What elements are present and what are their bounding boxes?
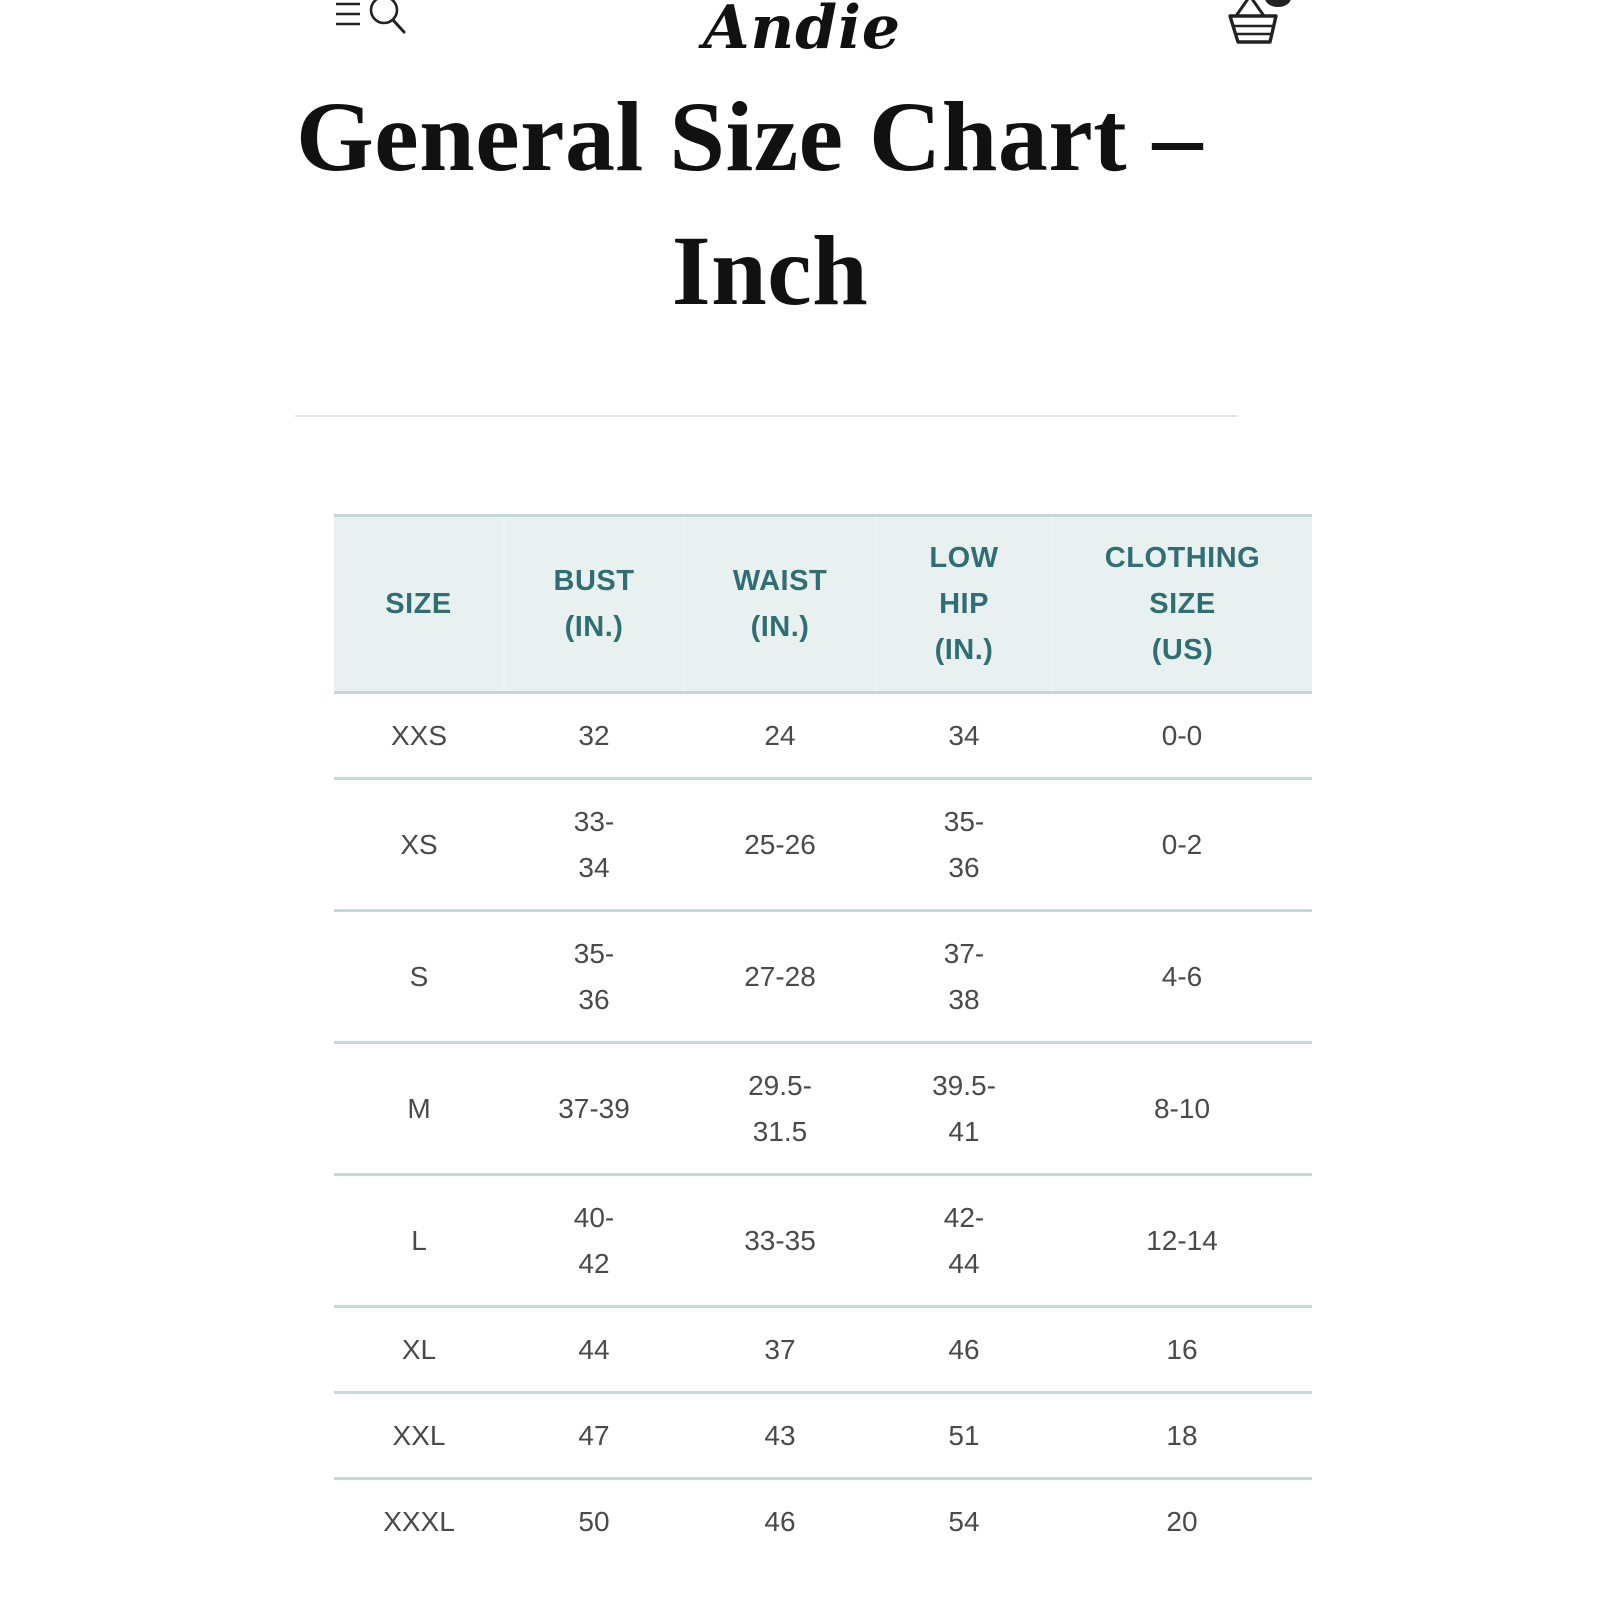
cell-size xyxy=(334,779,504,911)
cell-text: 32 xyxy=(578,719,610,751)
cell-text: 42 xyxy=(578,1247,610,1279)
header-clothing-size xyxy=(1052,516,1312,693)
table-row xyxy=(334,693,1312,779)
table-row xyxy=(334,1307,1312,1393)
cell-text: 35- xyxy=(943,805,985,837)
size-chart-table xyxy=(334,514,1312,1565)
cell-text: L xyxy=(411,1224,427,1256)
cell-waist xyxy=(684,1307,876,1393)
cell-text: 41 xyxy=(948,1115,980,1147)
cell-clothing-size xyxy=(1052,1479,1312,1565)
cell-waist xyxy=(684,1175,876,1307)
cell-clothing-size xyxy=(1052,693,1312,779)
cell-text: 42- xyxy=(943,1201,985,1233)
cell-bust xyxy=(504,911,684,1043)
cell-clothing-size xyxy=(1052,1043,1312,1175)
cell-text: 44 xyxy=(578,1333,610,1365)
header-size xyxy=(334,516,504,693)
table-row xyxy=(334,911,1312,1043)
page-title-line-1: General Size Chart – xyxy=(296,81,1204,192)
cell-text: XS xyxy=(400,828,438,860)
header-bust-line: BUST xyxy=(553,565,635,597)
cell-text: 46 xyxy=(948,1333,980,1365)
cell-low-hip xyxy=(876,1393,1052,1479)
cell-low-hip xyxy=(876,1307,1052,1393)
title-divider xyxy=(295,415,1237,417)
cell-text: 51 xyxy=(948,1419,980,1451)
header-bust-line: (IN.) xyxy=(564,611,624,643)
cell-clothing-size xyxy=(1052,1175,1312,1307)
header-low-hip-line: LOW xyxy=(929,542,999,574)
cell-low-hip xyxy=(876,1479,1052,1565)
cell-text: 29.5- xyxy=(748,1069,812,1101)
header-waist xyxy=(684,516,876,693)
cell-waist xyxy=(684,1043,876,1175)
cell-text: 33-35 xyxy=(744,1224,816,1256)
cell-low-hip xyxy=(876,779,1052,911)
cell-text: 0-2 xyxy=(1161,828,1203,860)
table-row xyxy=(334,779,1312,911)
cell-clothing-size xyxy=(1052,1393,1312,1479)
cell-text: 34 xyxy=(578,851,610,883)
table-row xyxy=(334,1043,1312,1175)
cell-text: 38 xyxy=(948,983,980,1015)
cell-waist xyxy=(684,1479,876,1565)
header-low-hip-line: (IN.) xyxy=(934,634,994,666)
cell-text: 25-26 xyxy=(744,828,816,860)
cell-text: 18 xyxy=(1166,1419,1198,1451)
header-clothing-size-line: CLOTHING xyxy=(1104,542,1261,574)
cell-text: 20 xyxy=(1166,1506,1198,1538)
cell-bust xyxy=(504,779,684,911)
cell-text: 36 xyxy=(948,851,980,883)
cell-low-hip xyxy=(876,1175,1052,1307)
cell-text: 8-10 xyxy=(1153,1092,1211,1124)
cell-bust xyxy=(504,1175,684,1307)
cell-text: 37-39 xyxy=(558,1092,630,1124)
table-row xyxy=(334,1479,1312,1565)
cell-text: 37 xyxy=(764,1333,796,1365)
table-header-row xyxy=(334,516,1312,693)
cell-text: 36 xyxy=(578,983,610,1015)
cell-bust xyxy=(504,1043,684,1175)
table-row xyxy=(334,1393,1312,1479)
cell-size xyxy=(334,1393,504,1479)
cell-text: 47 xyxy=(578,1419,610,1451)
cell-text: 34 xyxy=(948,719,980,751)
cell-size xyxy=(334,693,504,779)
cell-text: 24 xyxy=(764,719,796,751)
cell-bust xyxy=(504,693,684,779)
cell-text: 12-14 xyxy=(1146,1224,1218,1256)
cell-low-hip xyxy=(876,1043,1052,1175)
cell-low-hip xyxy=(876,693,1052,779)
cell-waist xyxy=(684,1393,876,1479)
header-waist-line: (IN.) xyxy=(750,611,810,643)
cell-clothing-size xyxy=(1052,1307,1312,1393)
cell-bust xyxy=(504,1479,684,1565)
cell-low-hip xyxy=(876,911,1052,1043)
cell-text: 50 xyxy=(578,1506,610,1538)
page-title xyxy=(290,70,1250,338)
cell-size xyxy=(334,911,504,1043)
header-bust xyxy=(504,516,684,693)
cell-waist xyxy=(684,779,876,911)
cell-text: 4-6 xyxy=(1161,960,1203,992)
size-chart-body xyxy=(334,693,1312,1565)
cell-text: XXS xyxy=(390,719,448,751)
cell-text: 37- xyxy=(943,937,985,969)
header-waist-line: WAIST xyxy=(732,565,828,597)
cell-size xyxy=(334,1043,504,1175)
cell-clothing-size xyxy=(1052,779,1312,911)
cell-text: S xyxy=(409,960,429,992)
cell-size xyxy=(334,1175,504,1307)
cell-text: XXL xyxy=(392,1419,446,1451)
cell-text: 35- xyxy=(573,937,615,969)
cell-size xyxy=(334,1479,504,1565)
cell-text: 40- xyxy=(573,1201,615,1233)
cell-clothing-size xyxy=(1052,911,1312,1043)
cell-text: 16 xyxy=(1166,1333,1198,1365)
cell-text: 46 xyxy=(764,1506,796,1538)
cell-waist xyxy=(684,911,876,1043)
brand-logo-text: Andie xyxy=(702,0,902,63)
table-row xyxy=(334,1175,1312,1307)
cell-text: 44 xyxy=(948,1247,980,1279)
page-title-line-2: Inch xyxy=(671,215,869,326)
site-header xyxy=(0,0,1600,70)
cell-text: M xyxy=(407,1092,431,1124)
cell-text: XL xyxy=(401,1333,437,1365)
cell-text: 27-28 xyxy=(744,960,816,992)
header-clothing-size-line: SIZE xyxy=(1149,588,1216,620)
cell-text: 0-0 xyxy=(1161,719,1203,751)
cell-bust xyxy=(504,1307,684,1393)
header-size-line: SIZE xyxy=(385,588,452,620)
cell-text: 31.5 xyxy=(752,1115,808,1147)
header-clothing-size-line: (US) xyxy=(1151,634,1214,666)
cell-waist xyxy=(684,693,876,779)
cell-size xyxy=(334,1307,504,1393)
cart-button[interactable] xyxy=(1226,0,1296,55)
cell-text: 43 xyxy=(764,1419,796,1451)
header-low-hip xyxy=(876,516,1052,693)
cell-text: 54 xyxy=(948,1506,980,1538)
brand-logo[interactable] xyxy=(0,0,1600,68)
cell-text: 33- xyxy=(573,805,615,837)
cart-icon xyxy=(1226,0,1296,50)
cell-text: 39.5- xyxy=(932,1069,996,1101)
cell-bust xyxy=(504,1393,684,1479)
header-low-hip-line: HIP xyxy=(939,588,989,620)
cell-text: XXXL xyxy=(383,1506,455,1538)
